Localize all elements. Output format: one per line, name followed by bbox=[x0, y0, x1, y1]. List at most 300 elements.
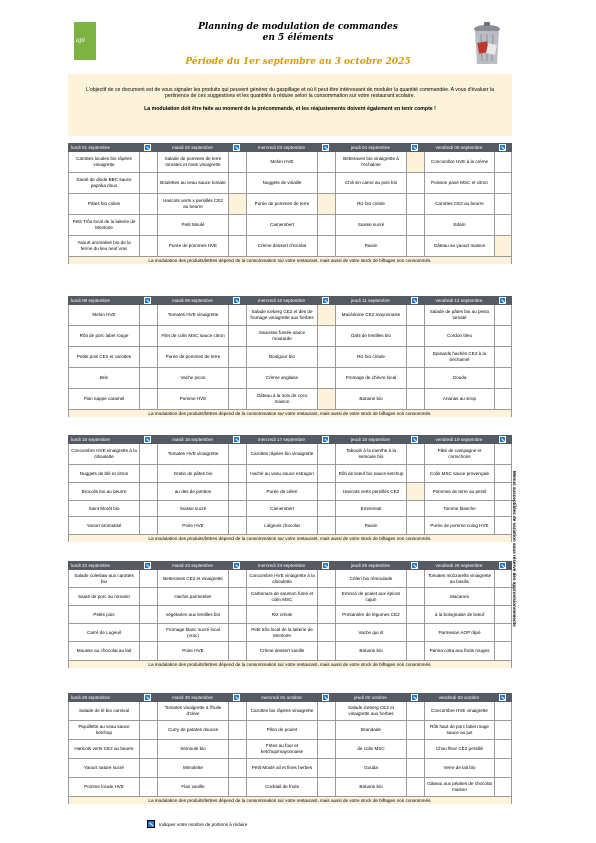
portion-input[interactable] bbox=[317, 326, 335, 347]
menu-item: au dés de jambon bbox=[157, 483, 228, 501]
portion-input[interactable] bbox=[317, 236, 335, 257]
edit-quantity-icon bbox=[228, 435, 246, 444]
portion-input[interactable] bbox=[139, 501, 157, 517]
menu-item: Fromage blanc sucré local (vrac) bbox=[157, 624, 228, 642]
menu-item: Carottes râpées bio vinaigrette bbox=[246, 444, 317, 465]
menu-item: Poire HVE bbox=[157, 517, 228, 535]
portion-input[interactable] bbox=[317, 194, 335, 215]
menu-item: Pommes de terre au persil bbox=[424, 483, 494, 501]
menu-item: Printanière de légumes CE2 bbox=[335, 606, 406, 624]
menu-item: Petits pois CE2 et carottes bbox=[68, 347, 139, 368]
portion-input[interactable] bbox=[139, 740, 157, 759]
week-grid bbox=[68, 561, 512, 661]
menu-item: Taboulé à la menthe à la semoule bio bbox=[335, 444, 406, 465]
portion-input[interactable] bbox=[317, 305, 335, 326]
menu-item: Piquillette au veau sauce ketchup bbox=[68, 721, 139, 740]
portion-input[interactable] bbox=[406, 642, 424, 661]
menu-item: Flan nappé caramel bbox=[68, 389, 139, 410]
portion-input[interactable] bbox=[317, 347, 335, 368]
day-header: jeudi 02 octobre bbox=[335, 693, 406, 702]
portion-input[interactable] bbox=[406, 759, 424, 778]
menu-item: Salade iceberg CE2 et vinaigrette aux herbes bbox=[335, 702, 406, 721]
edit-quantity-icon bbox=[406, 143, 424, 152]
portion-input[interactable] bbox=[139, 347, 157, 368]
menu-item: Purée de pommes HVE bbox=[157, 236, 228, 257]
day-header: jeudi 04 septembre bbox=[335, 143, 406, 152]
portion-input[interactable] bbox=[406, 721, 424, 740]
menu-item: Boulgour bio bbox=[246, 347, 317, 368]
portion-input[interactable] bbox=[139, 588, 157, 606]
portion-input[interactable] bbox=[317, 389, 335, 410]
portion-input[interactable] bbox=[228, 215, 246, 236]
day-header: lundi 22 septembre bbox=[68, 561, 139, 570]
edit-quantity-icon bbox=[317, 693, 335, 702]
portion-input[interactable] bbox=[406, 152, 424, 173]
portion-input[interactable] bbox=[228, 778, 246, 797]
portion-input[interactable] bbox=[494, 740, 512, 759]
portion-input[interactable] bbox=[139, 194, 157, 215]
portion-input[interactable] bbox=[228, 152, 246, 173]
menu-item: Parmesan AOP râpé bbox=[424, 624, 494, 642]
menu-item: Carottes CE2 au beurre bbox=[424, 194, 494, 215]
portion-input[interactable] bbox=[228, 702, 246, 721]
menu-item: Boulettes au veau sauce tomate bbox=[157, 173, 228, 194]
edit-quantity-icon bbox=[146, 819, 158, 829]
menu-item: Vache picon bbox=[157, 368, 228, 389]
week-note: La modulation des produits/lettres dépend de la consommation sur votre restaurant, mais aussi de votre stock de biftages non consommés. bbox=[68, 257, 512, 264]
menu-item: Banane bio bbox=[335, 389, 406, 410]
portion-input[interactable] bbox=[228, 444, 246, 465]
menu-item: Gouda bbox=[335, 759, 406, 778]
portion-input[interactable] bbox=[139, 759, 157, 778]
portion-input[interactable] bbox=[406, 173, 424, 194]
edit-quantity-icon bbox=[139, 435, 157, 444]
menu-item: Sauté de dinde BBC sauce paprika doux bbox=[68, 173, 139, 194]
menu-item: Salade de pommes de terre tomates et maïs vinaigrette bbox=[157, 152, 228, 173]
week-grid bbox=[68, 693, 512, 797]
menu-item: Petit Moulé bbox=[157, 215, 228, 236]
menu-item: Yaourt aromatisé bbox=[68, 517, 139, 535]
menu-item: Haricots verts persillés CE2 bbox=[335, 483, 406, 501]
menu-item: Saint Morêt bio bbox=[68, 501, 139, 517]
week-3 bbox=[68, 435, 512, 542]
portion-input[interactable] bbox=[139, 152, 157, 173]
menu-item: Macaroni bbox=[424, 588, 494, 606]
edit-quantity-icon bbox=[139, 143, 157, 152]
menu-item: Nuggets de volaille bbox=[246, 173, 317, 194]
menu-item: Salade coleslaw aux carottes bio bbox=[68, 570, 139, 588]
menu-item: Carottes locales bio râpées vinaigrette bbox=[68, 152, 139, 173]
day-header: vendredi 12 septembre bbox=[424, 296, 494, 305]
menu-item: Carré de Lugeuil bbox=[68, 624, 139, 642]
menu-item: Pomme HVE bbox=[157, 389, 228, 410]
menu-item: Panna cotta aux fruits rouges bbox=[424, 642, 494, 661]
portion-input[interactable] bbox=[228, 501, 246, 517]
menu-item: Riz créole bbox=[246, 606, 317, 624]
portion-input[interactable] bbox=[406, 347, 424, 368]
day-header: mercredi 01 octobre bbox=[246, 693, 317, 702]
portion-input[interactable] bbox=[317, 642, 335, 661]
portion-input[interactable] bbox=[406, 465, 424, 483]
portion-input[interactable] bbox=[317, 721, 335, 740]
menu-item: Rôti de porc label rouge bbox=[68, 326, 139, 347]
side-note: Menus susceptibles de variation sous réserve des approvisionnements bbox=[512, 471, 517, 627]
week-note: La modulation des produits/lettres dépend de la consommation sur votre restaurant, mais aussi de votre stock de biftages non consommés. bbox=[68, 797, 512, 804]
menu-item: Poire HVE bbox=[157, 642, 228, 661]
trash-bin-icon bbox=[470, 20, 504, 66]
edit-quantity-icon bbox=[317, 435, 335, 444]
edit-quantity-icon bbox=[406, 435, 424, 444]
menu-item: Céleri bio rémoulade bbox=[335, 570, 406, 588]
portion-input[interactable] bbox=[317, 444, 335, 465]
menu-item: Mousse au chocolat au lait bbox=[68, 642, 139, 661]
week-grid bbox=[68, 296, 512, 410]
menu-item: Chou fleur CE2 persillé bbox=[424, 740, 494, 759]
portion-input[interactable] bbox=[406, 570, 424, 588]
portion-input[interactable] bbox=[139, 721, 157, 740]
edit-quantity-icon bbox=[139, 693, 157, 702]
menu-item: Emmental bbox=[335, 501, 406, 517]
menu-item: Gouda bbox=[424, 368, 494, 389]
portion-input[interactable] bbox=[139, 215, 157, 236]
menu-item: Tomates HVE vinaigrette bbox=[157, 305, 228, 326]
portion-input[interactable] bbox=[494, 326, 512, 347]
menu-item: Verre de lait bio bbox=[424, 759, 494, 778]
portion-input[interactable] bbox=[406, 588, 424, 606]
portion-input[interactable] bbox=[139, 326, 157, 347]
portion-input[interactable] bbox=[228, 721, 246, 740]
day-header: mardi 30 septembre bbox=[157, 693, 228, 702]
page-title: Planning de modulation de commandes en 5 éléments bbox=[198, 22, 398, 43]
portion-input[interactable] bbox=[317, 740, 335, 759]
menu-item: Banane bio bbox=[335, 642, 406, 661]
menu-item: Carbonara de saumon fumé et colin MSC bbox=[246, 588, 317, 606]
menu-item: Mimolette bbox=[157, 759, 228, 778]
edit-quantity-icon bbox=[317, 296, 335, 305]
menu-item: Suisse sucré bbox=[157, 501, 228, 517]
day-header: lundi 15 septembre bbox=[68, 435, 139, 444]
portion-input[interactable] bbox=[406, 483, 424, 501]
portion-input[interactable] bbox=[139, 483, 157, 501]
menu-item: de colin MSC bbox=[335, 740, 406, 759]
menu-item: Riz bio créole bbox=[335, 194, 406, 215]
menu-item: Semoule bio bbox=[157, 740, 228, 759]
portion-input[interactable] bbox=[228, 326, 246, 347]
menu-item: Frites au four et ketchup/mayonnaise bbox=[246, 740, 317, 759]
menu-item: Gâteau aux pépites de chocolat maison bbox=[424, 778, 494, 797]
menu-item: Tomates vinaigrette à l'huile d'olive bbox=[157, 702, 228, 721]
portion-input[interactable] bbox=[406, 326, 424, 347]
menu-item: Betteraves CE2 et vinaigrette bbox=[157, 570, 228, 588]
menu-item: Sauté de porc au romarin bbox=[68, 588, 139, 606]
portion-input[interactable] bbox=[494, 702, 512, 721]
portion-input[interactable] bbox=[406, 194, 424, 215]
menu-item: Raisin bbox=[335, 517, 406, 535]
portion-input[interactable] bbox=[139, 173, 157, 194]
portion-input[interactable] bbox=[228, 642, 246, 661]
week-2 bbox=[68, 296, 512, 417]
menu-item: végétarien aux lentilles bio bbox=[157, 606, 228, 624]
portion-input[interactable] bbox=[317, 215, 335, 236]
portion-input[interactable] bbox=[228, 517, 246, 535]
menu-item: Crème anglaise bbox=[246, 368, 317, 389]
menu-item: à la bolognaise de bœuf bbox=[424, 606, 494, 624]
menu-item: Pilon de poulet bbox=[246, 721, 317, 740]
portion-input[interactable] bbox=[406, 517, 424, 535]
portion-input[interactable] bbox=[139, 702, 157, 721]
edit-quantity-icon bbox=[406, 693, 424, 702]
portion-input[interactable] bbox=[317, 483, 335, 501]
menu-item: Liégeois chocolat bbox=[246, 517, 317, 535]
portion-input[interactable] bbox=[228, 624, 246, 642]
menu-item: Purée de pommes de terre bbox=[157, 347, 228, 368]
menu-item: Haricots verts x persillés CE2 au beurre bbox=[157, 194, 228, 215]
portion-input[interactable] bbox=[228, 483, 246, 501]
portion-input[interactable] bbox=[406, 740, 424, 759]
day-header: mercredi 24 septembre bbox=[246, 561, 317, 570]
menu-item: Saucisse fumée sauce moutarde bbox=[246, 326, 317, 347]
edit-quantity-icon bbox=[494, 296, 512, 305]
portion-input[interactable] bbox=[494, 389, 512, 410]
portion-input[interactable] bbox=[139, 606, 157, 624]
edit-quantity-icon bbox=[228, 143, 246, 152]
week-note: La modulation des produits/lettres dépend de la consommation sur votre restaurant, mais aussi de votre stock de biftages non consommés. bbox=[68, 535, 512, 542]
portion-input[interactable] bbox=[494, 194, 512, 215]
portion-input[interactable] bbox=[317, 759, 335, 778]
menu-item: Petit trôo local de la laiterie de Montoire bbox=[246, 624, 317, 642]
day-header: vendredi 26 septembre bbox=[424, 561, 494, 570]
menu-item: Flan vanille bbox=[157, 778, 228, 797]
week-grid bbox=[68, 435, 512, 535]
portion-input[interactable] bbox=[317, 173, 335, 194]
portion-input[interactable] bbox=[139, 642, 157, 661]
menu-item: Concombre HVE à la crème bbox=[424, 152, 494, 173]
edit-quantity-icon bbox=[494, 435, 512, 444]
edit-quantity-icon bbox=[139, 561, 157, 570]
portion-input[interactable] bbox=[139, 444, 157, 465]
menu-item: Vache qui rit bbox=[335, 624, 406, 642]
edit-quantity-icon bbox=[317, 561, 335, 570]
portion-input[interactable] bbox=[406, 778, 424, 797]
menu-item: Pâté de campagne et cornichons bbox=[424, 444, 494, 465]
period-subtitle: Période du 1er septembre au 3 octobre 2025 bbox=[185, 57, 411, 67]
portion-input[interactable] bbox=[228, 389, 246, 410]
menu-item: Purée de pommes de terre bbox=[246, 194, 317, 215]
portion-input[interactable] bbox=[228, 570, 246, 588]
day-header: mardi 02 septembre bbox=[157, 143, 228, 152]
portion-input[interactable] bbox=[228, 236, 246, 257]
menu-item: Brandade bbox=[335, 721, 406, 740]
day-header: lundi 08 septembre bbox=[68, 296, 139, 305]
menu-item: Camembert bbox=[246, 501, 317, 517]
portion-input[interactable] bbox=[406, 444, 424, 465]
menu-item: Salade de pâtes bio au pesto tomaté bbox=[424, 305, 494, 326]
portion-input[interactable] bbox=[494, 347, 512, 368]
day-header: jeudi 25 septembre bbox=[335, 561, 406, 570]
day-header: mardi 23 septembre bbox=[157, 561, 228, 570]
intro-warning: La modulation doit être faite au moment de la précommande, et les réajustements doivent également en tenir compte ! bbox=[144, 105, 436, 112]
day-header: mercredi 17 septembre bbox=[246, 435, 317, 444]
menu-item: Hachis parmentier bbox=[157, 588, 228, 606]
menu-item: Brie bbox=[68, 368, 139, 389]
menu-item: Haché au veau sauce estragon bbox=[246, 465, 317, 483]
portion-input[interactable] bbox=[317, 778, 335, 797]
portion-input[interactable] bbox=[494, 152, 512, 173]
day-header: lundi 01 septembre bbox=[68, 143, 139, 152]
legend-text: Indiquer votre nombre de portions à réduire bbox=[159, 822, 248, 827]
portion-input[interactable] bbox=[494, 305, 512, 326]
menu-item: Yaourt aromatisé bio de la ferme du lieu neuf vrac bbox=[68, 236, 139, 257]
edit-quantity-icon bbox=[139, 296, 157, 305]
portion-input[interactable] bbox=[228, 606, 246, 624]
portion-input[interactable] bbox=[228, 347, 246, 368]
menu-item: Ananas au sirop bbox=[424, 389, 494, 410]
portion-input[interactable] bbox=[228, 173, 246, 194]
portion-input[interactable] bbox=[406, 215, 424, 236]
week-5 bbox=[68, 693, 512, 804]
portion-input[interactable] bbox=[494, 444, 512, 465]
portion-input[interactable] bbox=[317, 570, 335, 588]
menu-item: Rôti haut de porc label rouge sauce au jus bbox=[424, 721, 494, 740]
portion-input[interactable] bbox=[494, 721, 512, 740]
menu-item: Fromage de chèvre local bbox=[335, 368, 406, 389]
menu-item: Banane bio bbox=[335, 778, 406, 797]
menu-item: Concombre HVE vinaigrette à la ciboulette bbox=[246, 570, 317, 588]
portion-input[interactable] bbox=[494, 215, 512, 236]
day-header: mardi 16 septembre bbox=[157, 435, 228, 444]
portion-input[interactable] bbox=[228, 368, 246, 389]
portion-input[interactable] bbox=[228, 305, 246, 326]
menu-item: Yaourt nature sucré bbox=[68, 759, 139, 778]
portion-input[interactable] bbox=[139, 570, 157, 588]
portion-input[interactable] bbox=[317, 465, 335, 483]
menu-item: Nuggets de blé et citron bbox=[68, 465, 139, 483]
portion-input[interactable] bbox=[317, 501, 335, 517]
menu-item: Petit Trôo local de la laiterie de Montoire bbox=[68, 215, 139, 236]
menu-item: Filet de colin MSC sauce citron bbox=[157, 326, 228, 347]
portion-input[interactable] bbox=[139, 389, 157, 410]
menu-item: Tomates mozzarella vinaigrette au basilic bbox=[424, 570, 494, 588]
portion-input[interactable] bbox=[406, 501, 424, 517]
portion-input[interactable] bbox=[228, 588, 246, 606]
menu-item: Epinards hachés CE2 à la béchamel bbox=[424, 347, 494, 368]
menu-item: Suisse sucré bbox=[335, 215, 406, 236]
day-header: jeudi 11 septembre bbox=[335, 296, 406, 305]
menu-item: Tomates HVE vinaigrette bbox=[157, 444, 228, 465]
menu-item: Betteraves bio vinaigrette à l'échalote bbox=[335, 152, 406, 173]
portion-input[interactable] bbox=[317, 624, 335, 642]
portion-input[interactable] bbox=[317, 517, 335, 535]
menu-item: Pâtes bio colies bbox=[68, 194, 139, 215]
day-header: mercredi 10 septembre bbox=[246, 296, 317, 305]
menu-item: Pomme locale HVE bbox=[68, 778, 139, 797]
week-1 bbox=[68, 143, 512, 264]
portion-input[interactable] bbox=[494, 236, 512, 257]
portion-input[interactable] bbox=[406, 305, 424, 326]
menu-item: Petits pois bbox=[68, 606, 139, 624]
portion-input[interactable] bbox=[228, 194, 246, 215]
edit-quantity-icon bbox=[317, 143, 335, 152]
menu-item: Poisson pané MSC et citron bbox=[424, 173, 494, 194]
menu-item: Dahl de lentilles bio bbox=[335, 326, 406, 347]
menu-item: Raisin bbox=[335, 236, 406, 257]
edit-quantity-icon bbox=[228, 561, 246, 570]
week-grid bbox=[68, 143, 512, 257]
portion-input[interactable] bbox=[406, 389, 424, 410]
menu-item: Edam bbox=[424, 215, 494, 236]
menu-item: Gâteau à la noix de coco maison bbox=[246, 389, 317, 410]
portion-input[interactable] bbox=[406, 236, 424, 257]
day-header: vendredi 19 septembre bbox=[424, 435, 494, 444]
portion-input[interactable] bbox=[494, 778, 512, 797]
portion-input[interactable] bbox=[494, 173, 512, 194]
menu-item: Purée de céleri bbox=[246, 483, 317, 501]
portion-input[interactable] bbox=[494, 759, 512, 778]
menu-item: Purée de pomme coing HVE bbox=[424, 517, 494, 535]
portion-input[interactable] bbox=[406, 606, 424, 624]
intro-paragraph: L'objectif de ce document est de vous signaler les produits qui peuvent générer du gaspillage et où il peut être intéressant de moduler la quantité commandée. A vous d'évaluer la pertinence de ces suggestions et les quantités à réduire selon la consommation sur votre restaurant scolaire. bbox=[85, 87, 494, 100]
portion-input[interactable] bbox=[317, 152, 335, 173]
portion-input[interactable] bbox=[139, 465, 157, 483]
api-logo: api bbox=[74, 22, 96, 60]
menu-item: Carottes bio râpées vinaigrette bbox=[246, 702, 317, 721]
menu-item: Salade de lé bio carnival bbox=[68, 702, 139, 721]
portion-input[interactable] bbox=[139, 624, 157, 642]
edit-quantity-icon bbox=[494, 143, 512, 152]
day-header: jeudi 18 septembre bbox=[335, 435, 406, 444]
portion-input[interactable] bbox=[494, 368, 512, 389]
menu-item: Concombre HVE vinaigrette à la ciboulette bbox=[68, 444, 139, 465]
portion-input[interactable] bbox=[228, 759, 246, 778]
menu-item: Gâteau au yaourt maison bbox=[424, 236, 494, 257]
week-note: La modulation des produits/lettres dépend de la consommation sur votre restaurant, mais aussi de votre stock de biftages non consommés. bbox=[68, 661, 512, 668]
menu-item: Camembert bbox=[246, 215, 317, 236]
menu-item: Haricots verts CE2 au beurre bbox=[68, 740, 139, 759]
portion-input[interactable] bbox=[139, 517, 157, 535]
portion-input[interactable] bbox=[317, 368, 335, 389]
week-4 bbox=[68, 561, 512, 668]
portion-input[interactable] bbox=[317, 606, 335, 624]
menu-item: Emincé de poulet aux épices cajun bbox=[335, 588, 406, 606]
portion-input[interactable] bbox=[139, 236, 157, 257]
menu-item: Petit Moulé ail et fines herbes bbox=[246, 759, 317, 778]
portion-input[interactable] bbox=[317, 588, 335, 606]
portion-input[interactable] bbox=[228, 740, 246, 759]
portion-input[interactable] bbox=[139, 305, 157, 326]
day-header: mercredi 03 septembre bbox=[246, 143, 317, 152]
portion-input[interactable] bbox=[406, 702, 424, 721]
edit-quantity-icon bbox=[406, 296, 424, 305]
menu-item: Melon HVE bbox=[246, 152, 317, 173]
intro-box bbox=[68, 74, 512, 136]
portion-input[interactable] bbox=[139, 778, 157, 797]
menu-item: Rôti de bœuf bio sauce ketchup bbox=[335, 465, 406, 483]
week-note: La modulation des produits/lettres dépend de la consommation sur votre restaurant, mais aussi de votre stock de biftages non consommés. bbox=[68, 410, 512, 417]
menu-item: Macédoine CE2 mayonnaise bbox=[335, 305, 406, 326]
menu-item: Tomme blanche bbox=[424, 501, 494, 517]
day-header: vendredi 03 octobre bbox=[424, 693, 494, 702]
menu-item: Crème dessert vanille bbox=[246, 642, 317, 661]
portion-input[interactable] bbox=[228, 465, 246, 483]
portion-input[interactable] bbox=[139, 368, 157, 389]
portion-input[interactable] bbox=[317, 702, 335, 721]
menu-item: Chili sin carne au pois bio bbox=[335, 173, 406, 194]
portion-input[interactable] bbox=[406, 624, 424, 642]
menu-item: Cocktail de fruits bbox=[246, 778, 317, 797]
portion-input[interactable] bbox=[406, 368, 424, 389]
edit-quantity-icon bbox=[228, 693, 246, 702]
menu-item: Cordon bleu bbox=[424, 326, 494, 347]
